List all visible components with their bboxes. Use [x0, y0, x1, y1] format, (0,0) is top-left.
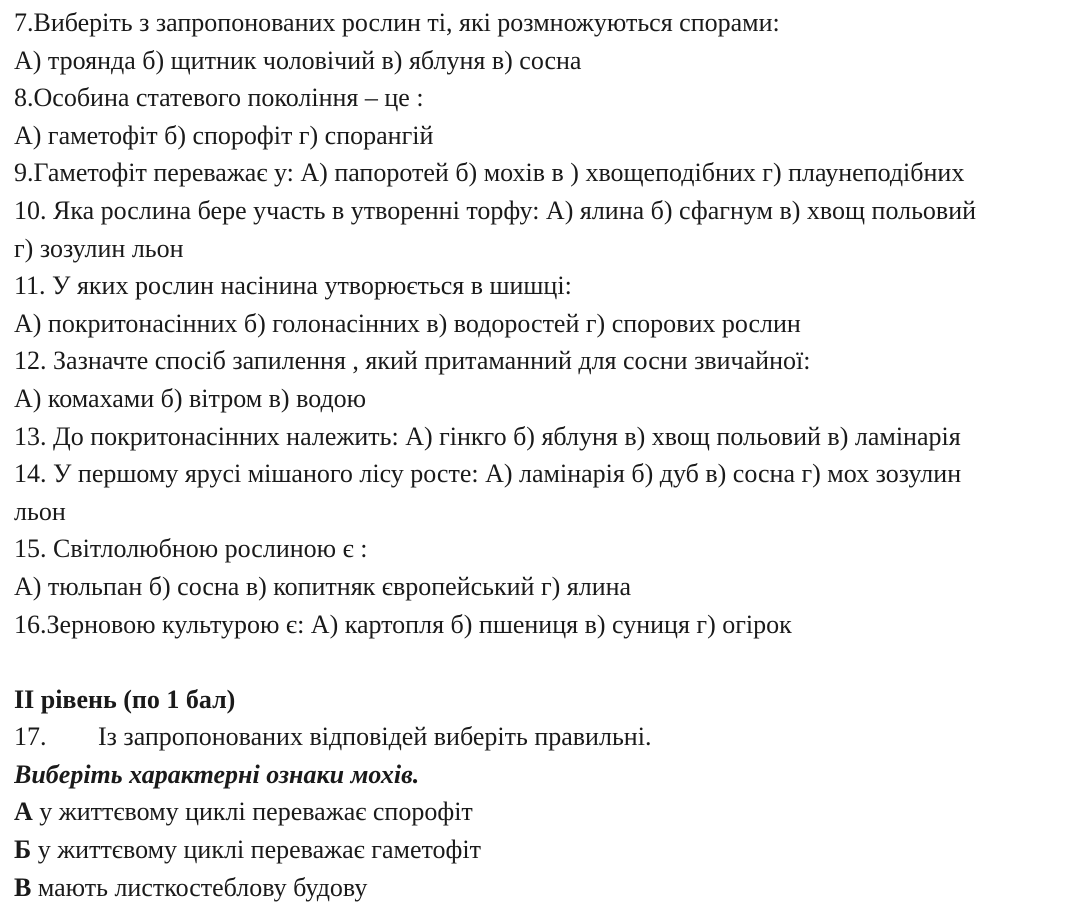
option-text: мають листкостеблову будову	[31, 872, 368, 902]
question-13: 13. До покритонасінних належить: А) гінкго б) яблуня в) хвощ польовий в) ламінарія	[14, 421, 961, 451]
section-spacer	[14, 643, 1080, 681]
question-8: 8.Особина статевого покоління – це :	[14, 83, 424, 113]
answer-option	[14, 831, 1080, 869]
question-17-prompt: Виберіть характерні ознаки мохів.	[14, 759, 420, 789]
question-10: 10. Яка рослина бере участь в утворенні торфу: А) ялина б) сфагнум в) хвощ польовий	[14, 195, 977, 225]
answer-option	[14, 869, 1080, 907]
option-text: у життєвому циклі переважає спорофіт	[32, 797, 473, 827]
option-letter: Б	[14, 835, 32, 865]
question-11: 11. У яких рослин насінина утворюється в шишці:	[14, 271, 572, 301]
answer-option	[14, 793, 1080, 831]
question-16: 16.Зерновою культурою є: А) картопля б) пшениця в) суниця г) огірок	[14, 609, 792, 639]
option-text: у життєвому циклі переважає гаметофіт	[31, 835, 481, 865]
question-10-continuation: г) зозулин льон	[14, 233, 184, 263]
question-14: 14. У першому ярусі мішаного лісу росте: А) ламінарія б) дуб в) сосна г) мох зозулин	[14, 459, 962, 489]
question-15: 15. Світлолюбною рослиною є :	[14, 534, 368, 564]
option-letter: В	[14, 872, 32, 902]
question-12-options: А) комахами б) вітром в) водою	[14, 383, 367, 413]
question-15-options: А) тюльпан б) сосна в) копитняк європейський г) ялина	[14, 571, 632, 601]
question-17-number: 17.	[14, 722, 47, 752]
question-9: 9.Гаметофіт переважає у: А) папоротей б) мохів в ) хвощеподібних г) плаунеподібних	[14, 158, 965, 188]
question-7: 7.Виберіть з запропонованих рослин ті, які розмножуються спорами:	[14, 8, 780, 37]
question-12: 12. Зазначте спосіб запилення , який притаманний для сосни звичайної:	[14, 346, 811, 376]
question-11-options: А) покритонасінних б) голонасінних в) водоростей г) спорових рослин	[14, 308, 801, 338]
document-page	[14, 4, 1080, 906]
option-letter: А	[14, 797, 33, 827]
question-8-options: А) гаметофіт б) спорофіт г) спорангій	[14, 120, 434, 150]
question-7-options: А) троянда б) щитник чоловічий в) яблуня в) сосна	[14, 45, 582, 75]
level-2-heading: ІІ рівень (по 1 бал)	[14, 684, 236, 714]
question-17-text: Із запропонованих відповідей виберіть правильні.	[98, 722, 652, 752]
question-17	[14, 718, 1080, 756]
question-14-continuation: льон	[14, 496, 66, 526]
